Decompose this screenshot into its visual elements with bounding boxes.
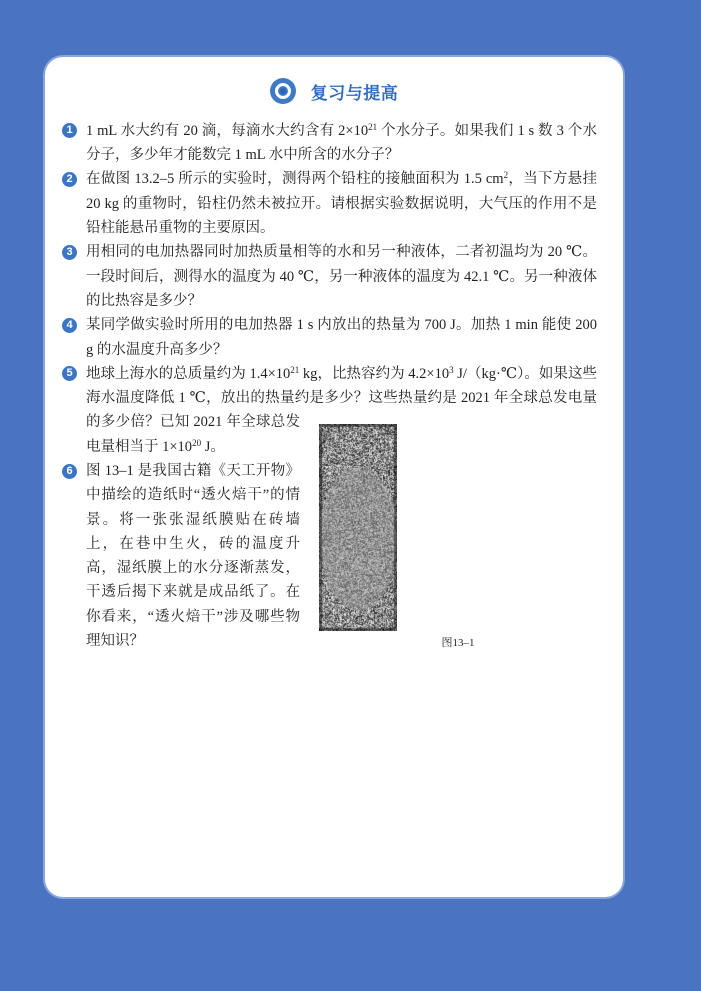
text-segment: 个水分子。如果我们 1 s 数 3 个水分子，多少年才能数完 1 mL 水中所含的水分子？ <box>86 122 597 164</box>
figure-caption: 图13–1 <box>441 636 475 649</box>
text-segment: J/（kg·℃）。如果这些海水温度降低 1 ℃，放出的热量约是多少？这些热量约是 2021 年全球总发电量的多少倍？已知 2021 年全球总发电量相当于 1×10 <box>86 365 597 455</box>
problem-1 <box>62 119 597 168</box>
text-segment: 1 mL 水大约有 20 滴，每滴水大约含有 2×10 <box>86 122 369 139</box>
text-segment: 某同学做实验时所用的电加热器 1 s 内放出的热量为 700 J。加热 1 min 能使 200 g 的水温度升高多少？ <box>86 317 597 358</box>
text-segment: ，当下方悬挂 20 kg 的重物时，铅柱仍然未被拉开。请根据实验数据说明，大气压的作用不是铅柱能悬吊重物的主要原因。 <box>86 171 598 237</box>
problem-text <box>86 459 597 653</box>
problem-3 <box>62 240 597 313</box>
target-circle-icon <box>270 78 296 104</box>
problem-text <box>86 313 597 362</box>
superscript: 21 <box>368 121 378 132</box>
text-segment: 在做图 13.2–5 所示的实验时，测得两个铅柱的接触面积为 1.5 cm <box>86 171 504 188</box>
superscript: 3 <box>449 364 454 375</box>
review-card <box>45 57 623 897</box>
problem-list <box>62 119 597 657</box>
superscript: 2 <box>503 170 509 181</box>
text-segment: 用相同的电加热器同时加热质量相等的水和另一种液体，二者初温均为 20 ℃。一段时间后，测得水的温度为 40 ℃，另一种液体的温度为 42.1 ℃。另一种液体的比热容是多少？ <box>86 244 597 309</box>
problem-text <box>86 240 597 313</box>
problem-text <box>86 167 597 240</box>
problem-number-badge: 3 <box>62 245 77 260</box>
text-segment: J。 <box>201 438 225 455</box>
section-title: 复习与提高 <box>310 83 399 103</box>
text-segment: 图 13–1 是我国古籍《天工开物》中描绘的造纸时“透火焙干”的情景。将一张张湿纸膜贴在砖墙上，在巷中生火，砖的温度升高，湿纸膜上的水分逐渐蒸发，干透后揭下来就是成品纸了。在你看来，“透火焙干”涉及哪些物理知识？ <box>86 463 300 650</box>
text-segment: kg，比热容约为 4.2×10 <box>299 365 450 382</box>
problem-6 <box>62 459 597 653</box>
superscript: 21 <box>290 364 300 375</box>
text-segment: 地球上海水的总质量约为 1.4×10 <box>86 365 291 382</box>
superscript: 20 <box>192 437 202 448</box>
problem-number-badge: 4 <box>62 318 77 333</box>
problem-text <box>86 119 597 168</box>
problem-number-badge: 2 <box>62 172 77 187</box>
problem-number-badge: 6 <box>62 464 77 479</box>
problem-4 <box>62 313 597 362</box>
problem-number-badge: 5 <box>62 366 77 381</box>
problem-number-badge: 1 <box>62 123 77 138</box>
section-header <box>45 78 623 104</box>
problem-2 <box>62 167 597 240</box>
